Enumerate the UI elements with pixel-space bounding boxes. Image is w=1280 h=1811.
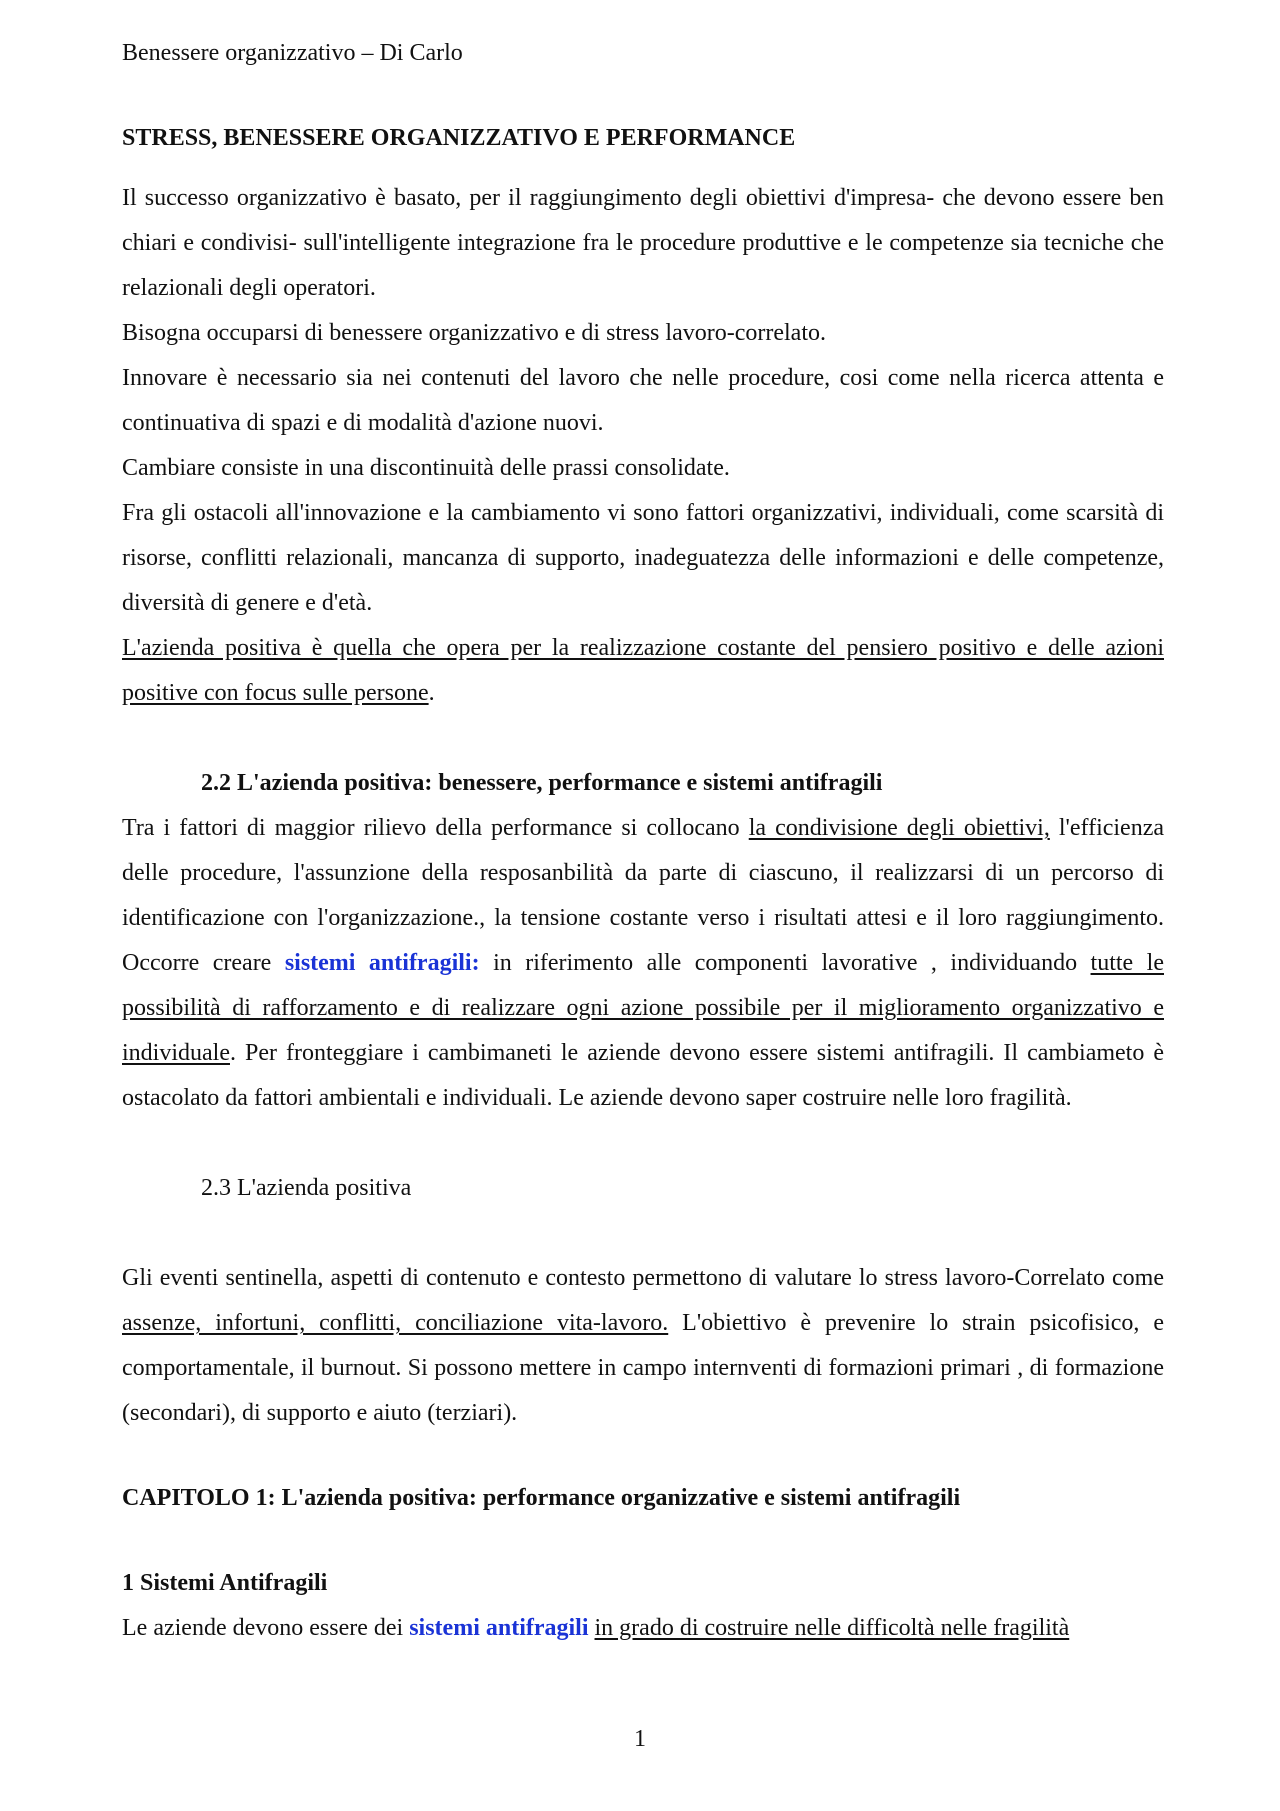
- section-heading-2-2: 2.2 L'azienda positiva: benessere, performance e sistemi antifragili: [201, 770, 883, 796]
- paragraph: [122, 1256, 1164, 1436]
- section-heading-1: 1 Sistemi Antifragili: [122, 1570, 328, 1596]
- text: . Per fronteggiare i cambimaneti le aziende devono essere sistemi antifragili. Il cambiameto è ostacolato da fattori ambientali e individuali. Le aziende devono saper costruire nelle loro fragilità.: [122, 1040, 1164, 1111]
- running-header: Benessere organizzativo – Di Carlo: [122, 40, 463, 66]
- text: .: [428, 680, 435, 706]
- underlined-text: tutte le possibilità di rafforzamento e di realizzare ogni azione possibile per il miglioramento organizzativo e individuale: [122, 950, 1164, 1066]
- underlined-text: assenze, infortuni, conflitti, conciliazione vita-lavoro.: [122, 1310, 669, 1336]
- text: Tra i fattori di maggior rilievo della performance si collocano: [122, 815, 749, 841]
- document-body: [122, 118, 1164, 1651]
- paragraph: Fra gli ostacoli all'innovazione e la cambiamento vi sono fattori organizzativi, individuali, come scarsità di risorse, conflitti relazionali, mancanza di supporto, inadeguatezza delle informazioni e delle competenze, diversità di genere e d'età.: [122, 500, 1164, 616]
- paragraph: Il successo organizzativo è basato, per il raggiungimento degli obiettivi d'impresa- che devono essere ben chiari e condivisi- sull'intelligente integrazione fra le procedure produttive e le competenze sia tecniche che relazionali degli operatori.: [122, 185, 1164, 301]
- document-title: STRESS, BENESSERE ORGANIZZATIVO E PERFORMANCE: [122, 125, 796, 151]
- highlighted-term: sistemi antifragili: [409, 1615, 589, 1641]
- section-heading-2-3: 2.3 L'azienda positiva: [201, 1175, 412, 1201]
- paragraph: Bisogna occuparsi di benessere organizzativo e di stress lavoro-correlato.: [122, 320, 826, 346]
- highlighted-term: sistemi antifragili:: [284, 950, 480, 976]
- page-number: 1: [634, 1726, 646, 1752]
- underlined-text: L'azienda positiva è quella che opera per la realizzazione costante del pensiero positivo e delle azioni positive con focus sulle persone: [122, 635, 1164, 706]
- text: in riferimento alle componenti lavorative , individuando: [479, 950, 1091, 976]
- underlined-text: la condivisione degli obiettivi,: [748, 815, 1050, 841]
- paragraph: [122, 1606, 1164, 1651]
- underlined-text: in grado di costruire nelle difficoltà nelle fragilità: [594, 1615, 1070, 1641]
- text: L'obiettivo è prevenire lo strain psicofisico, e comportamentale, il burnout. Si possono mettere in campo internventi di formazioni primari , di formazione (secondari), di supporto e aiuto (terziari).: [122, 1310, 1164, 1426]
- paragraph: Cambiare consiste in una discontinuità delle prassi consolidate.: [122, 455, 730, 481]
- text: l'efficienza delle procedure, l'assunzione della resposanbilità da parte di ciascuno, il realizzarsi di un percorso di identificazione con l'organizzazione., la tensione costante verso i risultati attesi e il loro raggiungimento. Occorre creare: [122, 815, 1165, 976]
- chapter-heading: CAPITOLO 1: L'azienda positiva: performance organizzative e sistemi antifragili: [122, 1485, 961, 1511]
- text: Le aziende devono essere dei: [122, 1615, 410, 1641]
- paragraph: Innovare è necessario sia nei contenuti del lavoro che nelle procedure, cosi come nella ricerca attenta e continuativa di spazi e di modalità d'azione nuovi.: [122, 365, 1164, 436]
- paragraph: [122, 626, 1164, 716]
- text: Gli eventi sentinella, aspetti di contenuto e contesto permettono di valutare lo stress lavoro-Correlato come: [122, 1265, 1164, 1291]
- paragraph: [122, 806, 1164, 1121]
